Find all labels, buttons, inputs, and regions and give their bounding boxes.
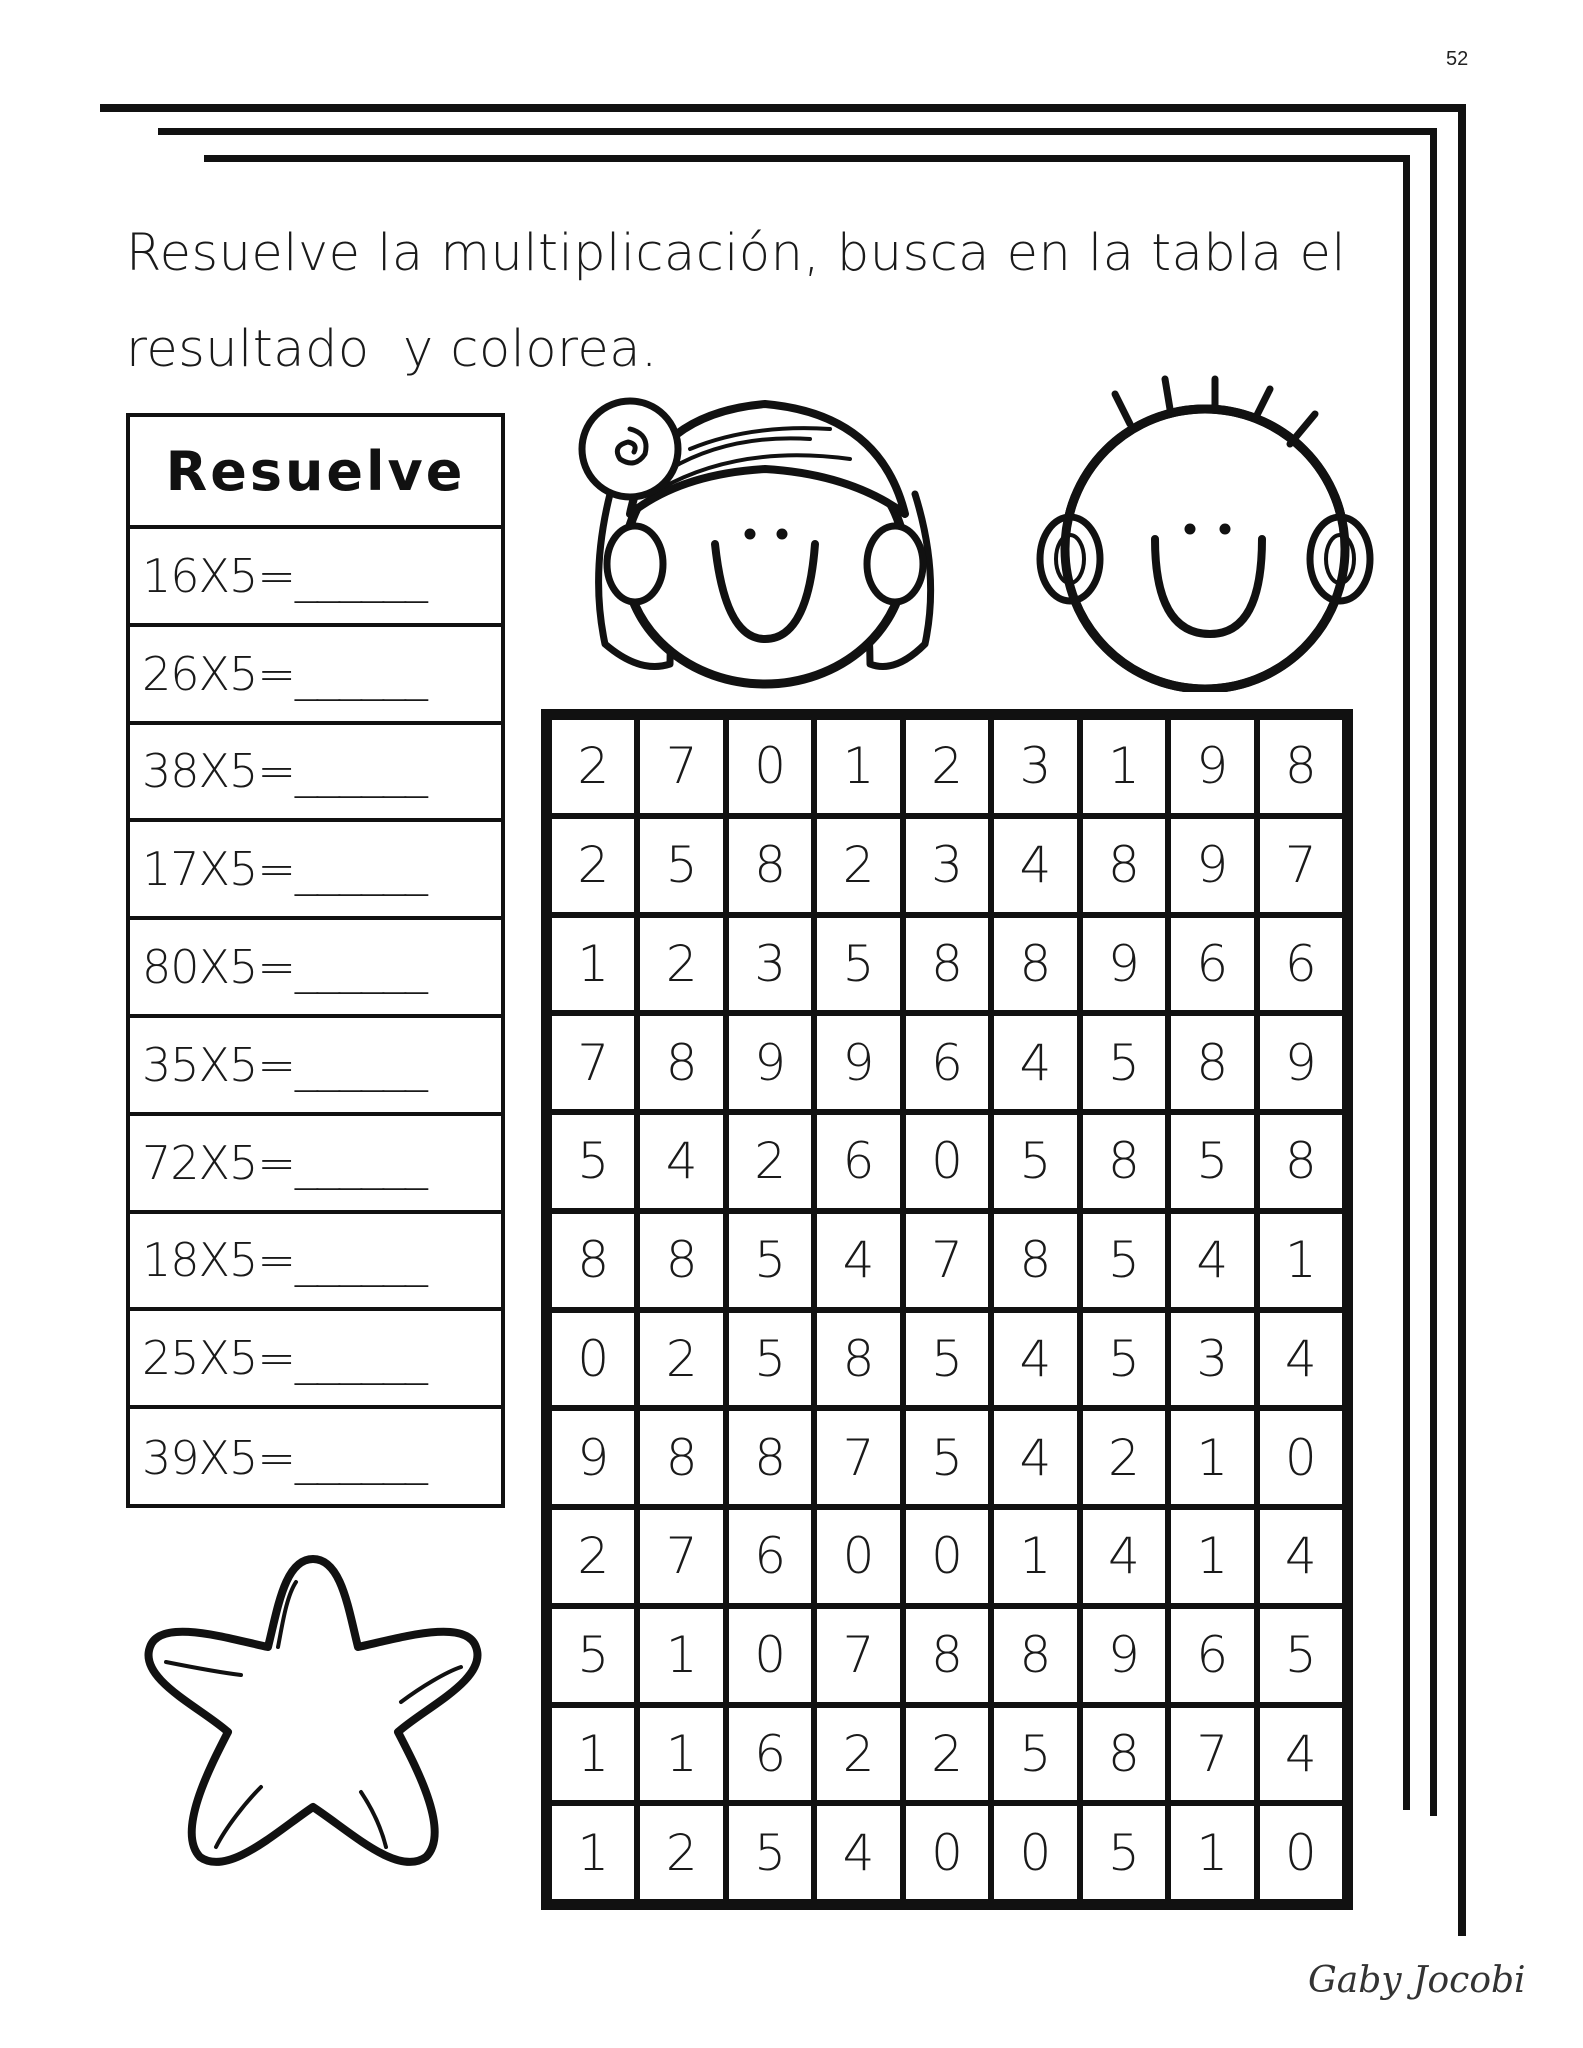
resuelve-title: Resuelve xyxy=(130,417,501,529)
grid-cell[interactable]: 9 xyxy=(729,1016,811,1109)
grid-cell[interactable]: 3 xyxy=(994,720,1076,813)
grid-cell[interactable]: 1 xyxy=(817,720,899,813)
grid-cell[interactable]: 4 xyxy=(817,1214,899,1307)
grid-cell[interactable]: 8 xyxy=(729,1411,811,1504)
grid-cell[interactable]: 5 xyxy=(1083,1806,1165,1899)
problem-row: 18X5=______ xyxy=(130,1214,501,1312)
grid-cell[interactable]: 9 xyxy=(1260,1016,1342,1109)
star-outline-icon xyxy=(136,1547,490,1881)
instructions-line-2: resultado y colorea. xyxy=(126,320,658,379)
grid-cell[interactable]: 8 xyxy=(729,819,811,912)
grid-cell[interactable]: 2 xyxy=(817,1708,899,1801)
grid-cell[interactable]: 5 xyxy=(1260,1609,1342,1702)
grid-cell[interactable]: 8 xyxy=(640,1214,722,1307)
grid-cell[interactable]: 5 xyxy=(552,1115,634,1208)
grid-cell[interactable]: 8 xyxy=(994,1609,1076,1702)
grid-cell[interactable]: 8 xyxy=(994,918,1076,1011)
grid-cell[interactable]: 7 xyxy=(640,1510,722,1603)
grid-cell[interactable]: 1 xyxy=(640,1708,722,1801)
grid-cell[interactable]: 2 xyxy=(817,819,899,912)
grid-cell[interactable]: 5 xyxy=(729,1214,811,1307)
grid-cell[interactable]: 4 xyxy=(994,1313,1076,1406)
grid-cell[interactable]: 2 xyxy=(552,720,634,813)
grid-cell[interactable]: 0 xyxy=(906,1115,988,1208)
grid-cell[interactable]: 2 xyxy=(1083,1411,1165,1504)
problem-row: 80X5=______ xyxy=(130,920,501,1018)
problem-row: 26X5=______ xyxy=(130,627,501,725)
grid-cell[interactable]: 0 xyxy=(552,1313,634,1406)
girl-and-boy-faces-icon xyxy=(550,374,1396,692)
grid-cell[interactable]: 0 xyxy=(906,1510,988,1603)
frame-line-right-3 xyxy=(1403,155,1410,1810)
resuelve-panel xyxy=(126,413,505,1508)
grid-cell[interactable]: 9 xyxy=(1171,720,1253,813)
grid-cell[interactable]: 8 xyxy=(1260,1115,1342,1208)
grid-cell[interactable]: 6 xyxy=(1171,1609,1253,1702)
grid-cell[interactable]: 6 xyxy=(1260,918,1342,1011)
grid-cell[interactable]: 6 xyxy=(729,1510,811,1603)
grid-cell[interactable]: 9 xyxy=(552,1411,634,1504)
grid-cell[interactable]: 9 xyxy=(1083,1609,1165,1702)
grid-cell[interactable]: 8 xyxy=(994,1214,1076,1307)
grid-cell[interactable]: 7 xyxy=(817,1609,899,1702)
grid-cell[interactable]: 3 xyxy=(906,819,988,912)
grid-cell[interactable]: 0 xyxy=(906,1806,988,1899)
grid-cell[interactable]: 4 xyxy=(994,1016,1076,1109)
problem-row: 38X5=______ xyxy=(130,725,501,823)
grid-cell[interactable]: 0 xyxy=(729,720,811,813)
grid-cell[interactable]: 5 xyxy=(640,819,722,912)
page-number: 52 xyxy=(1446,48,1469,70)
grid-cell[interactable]: 5 xyxy=(1083,1016,1165,1109)
grid-cell[interactable]: 5 xyxy=(1171,1115,1253,1208)
grid-cell[interactable]: 4 xyxy=(994,1411,1076,1504)
grid-cell[interactable]: 4 xyxy=(640,1115,722,1208)
grid-cell[interactable]: 8 xyxy=(1260,720,1342,813)
grid-cell[interactable]: 5 xyxy=(906,1411,988,1504)
grid-cell[interactable]: 7 xyxy=(640,720,722,813)
grid-cell[interactable]: 6 xyxy=(817,1115,899,1208)
grid-cell[interactable]: 8 xyxy=(1171,1016,1253,1109)
grid-cell[interactable]: 5 xyxy=(729,1313,811,1406)
grid-cell[interactable]: 5 xyxy=(994,1115,1076,1208)
grid-cell[interactable]: 4 xyxy=(994,819,1076,912)
grid-cell[interactable]: 8 xyxy=(906,918,988,1011)
problem-row: 39X5=______ xyxy=(142,1431,427,1486)
frame-line-top-3 xyxy=(204,155,1410,162)
grid-cell[interactable]: 1 xyxy=(552,1806,634,1899)
grid-cell[interactable]: 1 xyxy=(1171,1510,1253,1603)
grid-cell[interactable]: 5 xyxy=(729,1806,811,1899)
grid-cell[interactable]: 1 xyxy=(552,918,634,1011)
grid-cell[interactable]: 8 xyxy=(906,1609,988,1702)
grid-cell[interactable]: 5 xyxy=(994,1708,1076,1801)
grid-cell[interactable]: 7 xyxy=(1260,819,1342,912)
frame-line-right-1 xyxy=(1458,104,1466,1936)
grid-cell[interactable]: 3 xyxy=(729,918,811,1011)
grid-cell[interactable]: 4 xyxy=(817,1806,899,1899)
grid-cell[interactable]: 5 xyxy=(1083,1313,1165,1406)
grid-cell[interactable]: 1 xyxy=(1083,720,1165,813)
grid-cell[interactable]: 7 xyxy=(817,1411,899,1504)
grid-cell[interactable]: 4 xyxy=(1260,1313,1342,1406)
grid-cell[interactable]: 4 xyxy=(1260,1510,1342,1603)
problem-row: 16X5=______ xyxy=(130,529,501,627)
frame-line-right-2 xyxy=(1430,128,1437,1816)
grid-cell[interactable]: 2 xyxy=(640,1806,722,1899)
grid-cell[interactable]: 8 xyxy=(817,1313,899,1406)
grid-cell[interactable]: 8 xyxy=(1083,1708,1165,1801)
grid-cell[interactable]: 0 xyxy=(729,1609,811,1702)
grid-cell[interactable]: 2 xyxy=(906,1708,988,1801)
grid-cell[interactable]: 1 xyxy=(994,1510,1076,1603)
grid-cell[interactable]: 6 xyxy=(906,1016,988,1109)
grid-cell[interactable]: 0 xyxy=(817,1510,899,1603)
problem-row: 17X5=______ xyxy=(130,822,501,920)
grid-cell[interactable]: 0 xyxy=(1260,1806,1342,1899)
grid-cell[interactable]: 8 xyxy=(1083,819,1165,912)
frame-line-top-1 xyxy=(100,104,1466,112)
grid-cell[interactable]: 6 xyxy=(729,1708,811,1801)
instructions-text xyxy=(126,206,1356,398)
grid-cell[interactable]: 8 xyxy=(552,1214,634,1307)
grid-cell[interactable]: 6 xyxy=(1171,918,1253,1011)
grid-cell[interactable]: 2 xyxy=(552,819,634,912)
grid-cell[interactable]: 9 xyxy=(1171,819,1253,912)
grid-cell[interactable]: 2 xyxy=(552,1510,634,1603)
grid-cell[interactable]: 5 xyxy=(906,1313,988,1406)
author-signature: Gaby Jocobi xyxy=(1308,1960,1526,2001)
grid-cell[interactable]: 7 xyxy=(552,1016,634,1109)
grid-cell[interactable]: 0 xyxy=(994,1806,1076,1899)
grid-cell[interactable]: 7 xyxy=(906,1214,988,1307)
grid-cell[interactable]: 1 xyxy=(1171,1411,1253,1504)
problem-row: 72X5=______ xyxy=(130,1116,501,1214)
grid-cell[interactable]: 8 xyxy=(640,1016,722,1109)
grid-cell[interactable]: 5 xyxy=(552,1609,634,1702)
number-grid xyxy=(541,709,1353,1910)
grid-cell[interactable]: 2 xyxy=(640,1313,722,1406)
grid-cell[interactable]: 5 xyxy=(817,918,899,1011)
frame-line-top-2 xyxy=(158,128,1437,135)
grid-cell[interactable]: 9 xyxy=(817,1016,899,1109)
grid-cell[interactable]: 4 xyxy=(1260,1708,1342,1801)
grid-cell[interactable]: 1 xyxy=(552,1708,634,1801)
grid-cell[interactable]: 8 xyxy=(640,1411,722,1504)
grid-cell[interactable]: 1 xyxy=(1171,1806,1253,1899)
grid-cell[interactable]: 9 xyxy=(1083,918,1165,1011)
grid-cell[interactable]: 1 xyxy=(1260,1214,1342,1307)
grid-cell[interactable]: 8 xyxy=(1083,1115,1165,1208)
grid-cell[interactable]: 0 xyxy=(1260,1411,1342,1504)
grid-cell[interactable]: 5 xyxy=(1083,1214,1165,1307)
grid-cell[interactable]: 2 xyxy=(729,1115,811,1208)
problem-row: 35X5=______ xyxy=(130,1018,501,1116)
grid-cell[interactable]: 1 xyxy=(640,1609,722,1702)
problem-row: 25X5=______ xyxy=(130,1311,501,1409)
grid-cell[interactable]: 4 xyxy=(1171,1214,1253,1307)
grid-cell[interactable]: 3 xyxy=(1171,1313,1253,1406)
instructions-line-1: Resuelve la multiplicación, busca en la tabla el xyxy=(126,224,1346,283)
grid-cell[interactable]: 4 xyxy=(1083,1510,1165,1603)
grid-cell[interactable]: 2 xyxy=(906,720,988,813)
grid-cell[interactable]: 2 xyxy=(640,918,722,1011)
grid-cell[interactable]: 7 xyxy=(1171,1708,1253,1801)
